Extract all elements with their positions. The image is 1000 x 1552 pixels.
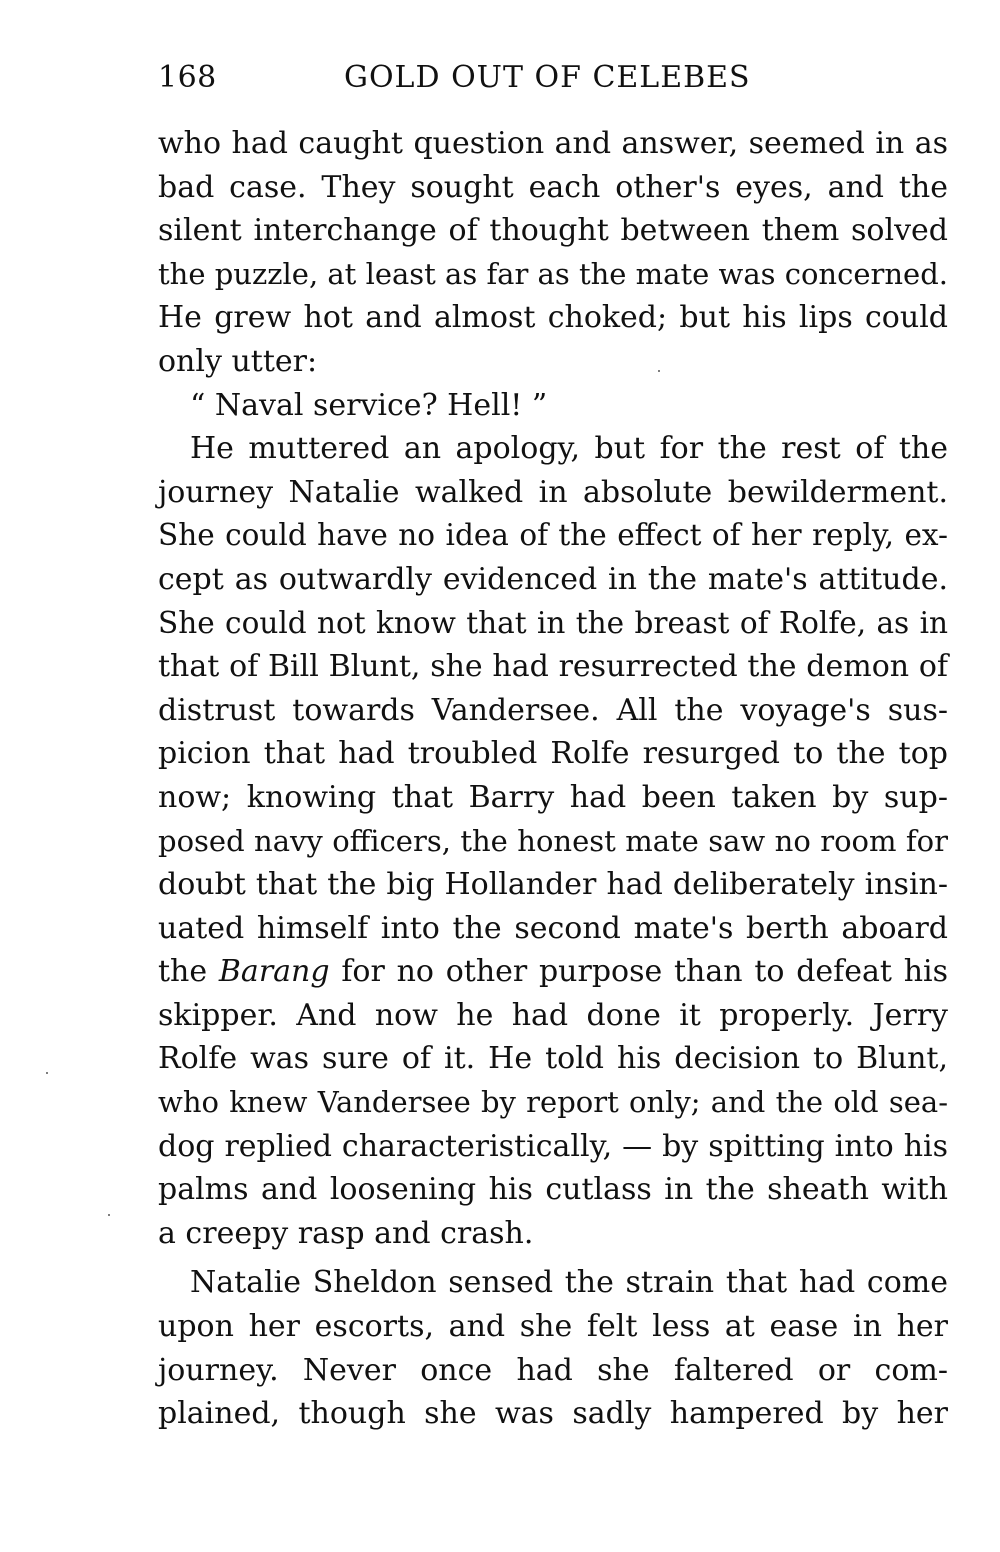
text-line: dog replied characteristically, — by spitting into his	[158, 1128, 948, 1164]
paragraph-start-line: He muttered an apology, but for the rest of the	[190, 431, 948, 467]
scan-speck	[108, 1214, 110, 1216]
text-line: palms and loosening his cutlass in the sheath with	[158, 1172, 948, 1208]
text-line: She could have no idea of the effect of her reply, ex-	[158, 518, 948, 553]
text-line: that of Bill Blunt, she had resurrected the demon of	[158, 649, 948, 685]
text-fragment: for no other purpose than to defeat his	[329, 954, 949, 990]
text-line: She could not know that in the breast of Rolfe, as in	[158, 605, 948, 640]
text-line: now; knowing that Barry had been taken by sup-	[158, 779, 948, 815]
text-line: He grew hot and almost choked; but his lips could	[158, 300, 948, 336]
text-line: distrust towards Vandersee. All the voyage's sus-	[158, 692, 948, 728]
paragraph-start-line: Natalie Sheldon sensed the strain that had come	[190, 1265, 948, 1301]
text-line: doubt that the big Hollander had deliberately insin-	[158, 867, 948, 903]
text-line: journey Natalie walked in absolute bewilderment.	[158, 474, 948, 510]
text-fragment: the	[158, 954, 219, 990]
text-line: posed navy officers, the honest mate saw no room for	[158, 823, 948, 858]
text-line: who knew Vandersee by report only; and the old sea-	[158, 1085, 948, 1120]
text-line: bad case. They sought each other's eyes, and the	[158, 169, 948, 205]
text-line: who had caught question and answer, seemed in as	[158, 126, 948, 161]
text-line: Rolfe was sure of it. He told his decision to Blunt,	[158, 1041, 948, 1077]
text-line: plained, though she was sadly hampered by her	[158, 1396, 948, 1432]
scan-speck	[46, 1072, 48, 1074]
book-title: GOLD OUT OF CELEBES	[344, 60, 751, 95]
body-text	[158, 122, 948, 1436]
scan-speck	[658, 370, 660, 372]
text-line: journey. Never once had she faltered or com-	[158, 1352, 948, 1388]
text-line: cept as outwardly evidenced in the mate's attitude.	[158, 561, 948, 597]
text-line: uated himself into the second mate's berth aboard	[158, 910, 948, 946]
text-line: picion that had troubled Rolfe resurged to the top	[158, 736, 948, 772]
text-line-with-ship-name	[158, 950, 948, 994]
text-line: skipper. And now he had done it properly. Jerry	[158, 997, 948, 1033]
text-line: only utter:	[158, 343, 318, 379]
running-head	[158, 56, 948, 100]
text-line: the puzzle, at least as far as the mate was concerned.	[158, 256, 948, 291]
text-line: upon her escorts, and she felt less at ease in her	[158, 1309, 948, 1345]
text-line: silent interchange of thought between them solved	[158, 213, 948, 249]
ship-name: Barang	[218, 954, 330, 990]
text-line: a creepy rasp and crash.	[158, 1215, 534, 1251]
page-number: 168	[158, 60, 217, 95]
dialogue-line: “ Naval service? Hell! ”	[190, 387, 548, 423]
